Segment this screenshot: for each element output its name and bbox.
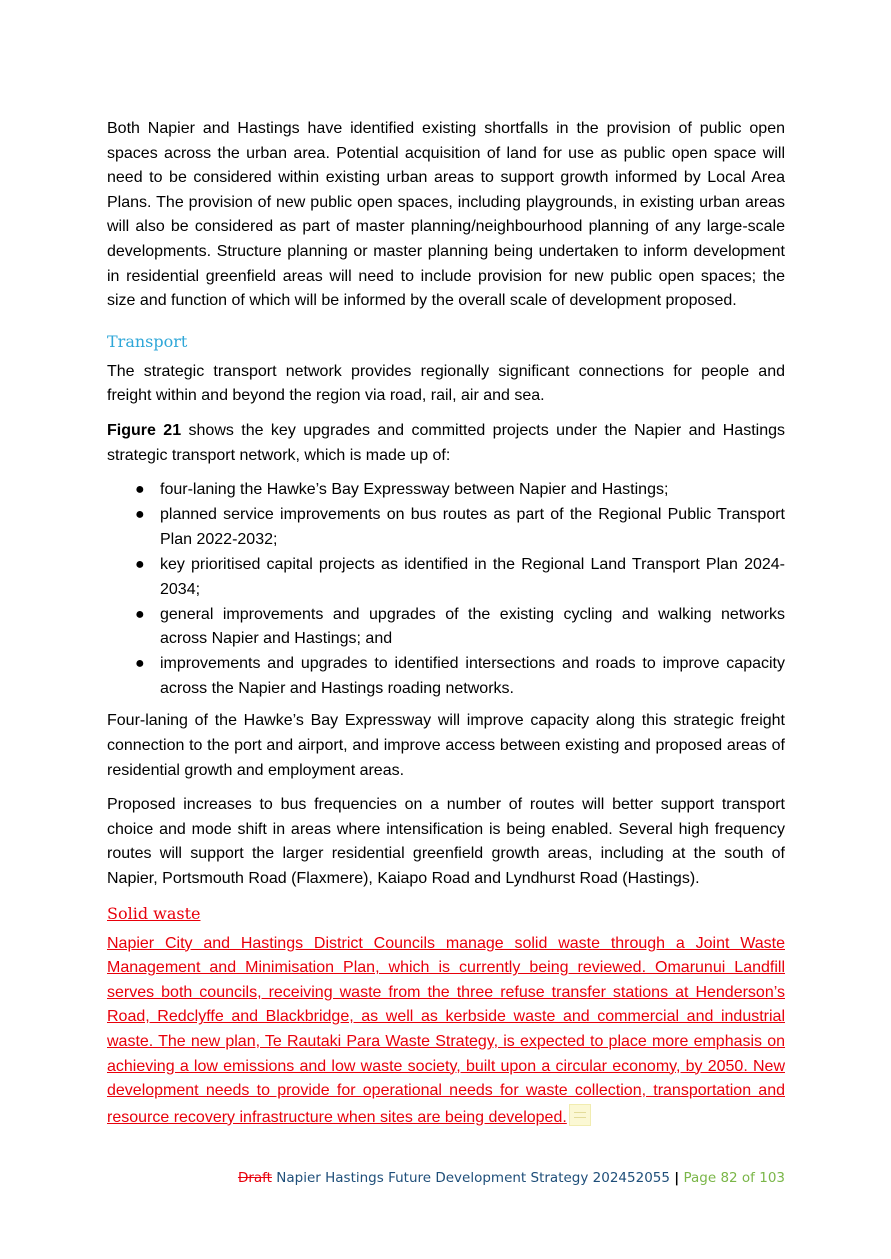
bullet-icon: ● (135, 605, 145, 623)
bullet-icon: ● (135, 655, 145, 673)
list-item-text: four-laning the Hawke’s Bay Expressway between Napier and Hastings; (160, 481, 669, 499)
list-item (107, 478, 785, 503)
list-item-text: planned service improvements on bus routes as part of the Regional Public Transport Plan 2022-2032; (160, 506, 785, 548)
bullet-icon: ● (135, 506, 145, 524)
comment-note-icon[interactable] (569, 1104, 591, 1126)
footer-draft-deleted: Draft (237, 1170, 272, 1186)
tracked-insertion-text: Napier City and Hastings District Councils manage solid waste through a Joint Waste Management and Minimisation Plan, which is currently being reviewed. Omarunui Landfill serves both councils, receiving waste from the three refuse transfer stations at Henderson’s Road, Redclyffe and Blackbridge, as well as kerbside waste and commercial and industrial waste. The new plan, Te Rautaki Para Waste Strategy, is expected to place more emphasis on achieving a low emissions and low waste society, built upon a circular economy, by 2050. New development needs to provide for operational needs for waste collection, transportation and resource recovery infrastructure when sites are being developed. (107, 934, 785, 1126)
list-item-text: general improvements and upgrades of the existing cycling and walking networks across Napier and Hastings; and (160, 605, 785, 648)
footer-title: Napier Hastings Future Development Strategy 202452055 (271, 1170, 675, 1186)
footer-separator: | (674, 1170, 680, 1186)
paragraph-expressway: Four-laning of the Hawke’s Bay Expressway will improve capacity along this strategic freight connection to the port and airport, and improve access between existing and proposed areas of residential growth and employment areas. (107, 712, 785, 779)
list-item (107, 503, 785, 552)
list-item-text: key prioritised capital projects as identified in the Regional Land Transport Plan 2024-2034; (160, 555, 785, 598)
list-item (107, 652, 785, 701)
list-item (107, 603, 785, 652)
paragraph-transport-intro: The strategic transport network provides regionally significant connections for people and freight within and beyond the region via road, rail, air and sea. (107, 362, 785, 405)
list-item (107, 553, 785, 602)
footer-page-number: Page 82 of 103 (679, 1170, 785, 1186)
heading-transport: Transport (107, 331, 188, 351)
list-item-text: improvements and upgrades to identified intersections and roads to improve capacity across the Napier and Hastings roading networks. (160, 655, 785, 697)
heading-solid-waste: Solid waste (107, 903, 201, 923)
bullet-icon: ● (135, 555, 145, 573)
figure-21-link[interactable]: Figure 21 (107, 421, 182, 439)
page-footer (238, 1170, 785, 1186)
transport-network-list (107, 478, 785, 701)
document-body (107, 117, 785, 1130)
figure-reference-text: shows the key upgrades and committed projects under the Napier and Hastings strategic transport network, which is made up of: (107, 421, 786, 464)
paragraph-solid-waste (107, 932, 785, 1131)
paragraph-bus-frequencies: Proposed increases to bus frequencies on a number of routes will better support transport choice and mode shift in areas where intensification is being enabled. Several high frequency routes will support the larger residential greenfield growth areas, including at the south of Napier, Portsmouth Road (Flaxmere), Kaiapo Road and Lyndhurst Road (Hastings). (107, 796, 785, 888)
paragraph-open-space: Both Napier and Hastings have identified existing shortfalls in the provision of public open spaces across the urban area. Potential acquisition of land for use as public open space will need to be considered within existing urban areas to support growth informed by Local Area Plans. The provision of new public open spaces, including playgrounds, in existing urban areas will also be considered as part of master planning/neighbourhood planning of any large-scale developments. Structure planning or master planning being undertaken to inform development in residential greenfield areas will need to include provision for new public open spaces; the size and function of which will be informed by the overall scale of development proposed. (107, 120, 785, 310)
paragraph-figure-reference (107, 419, 785, 468)
bullet-icon: ● (135, 481, 145, 499)
